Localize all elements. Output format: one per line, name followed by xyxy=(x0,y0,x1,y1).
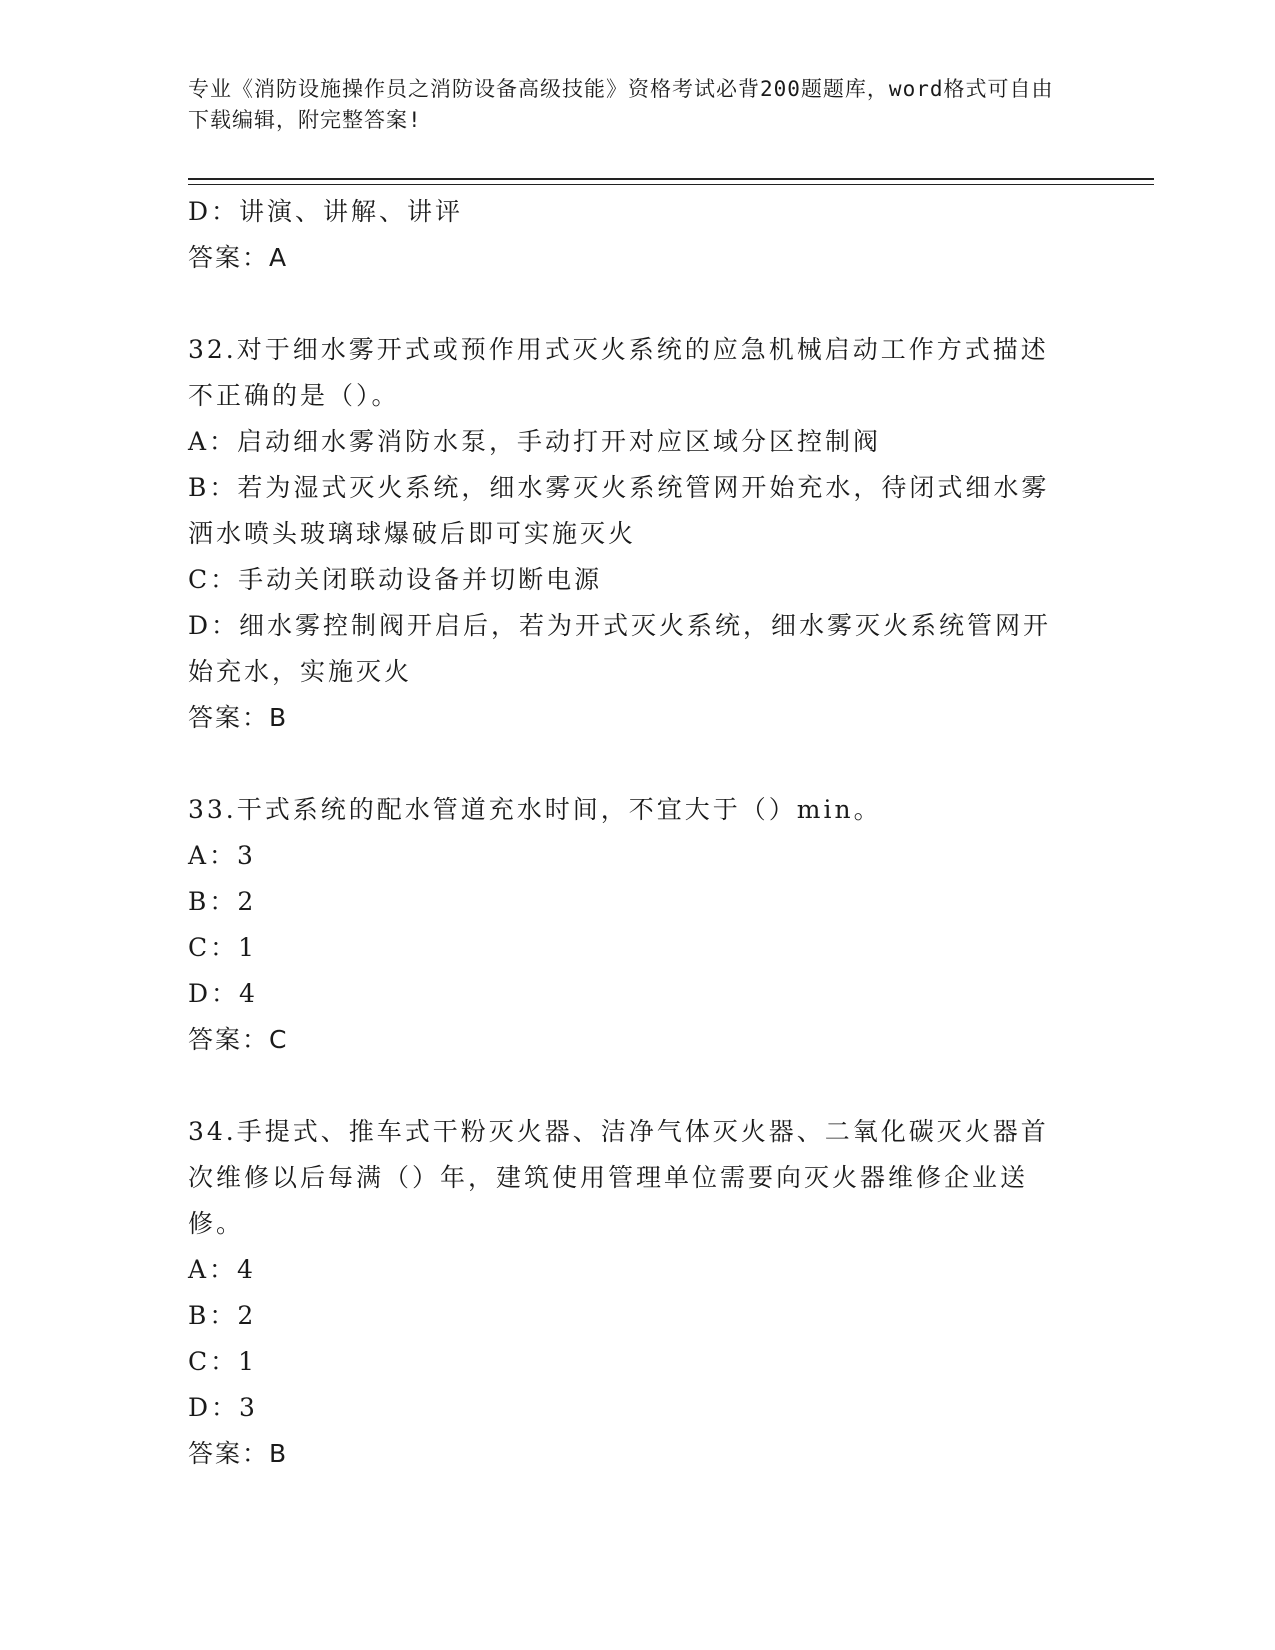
option-b: 洒水喷头玻璃球爆破后即可实施灭火 xyxy=(188,519,637,548)
option-d: D：4 xyxy=(188,979,258,1008)
option-d: D：3 xyxy=(188,1393,258,1422)
option-c: C：1 xyxy=(188,933,258,962)
option-b: B：2 xyxy=(188,1301,257,1330)
answer-line: 答案：A xyxy=(188,243,289,272)
question-block xyxy=(188,327,1088,741)
option-b: B：若为湿式灭火系统，细水雾灭火系统管网开始充水，待闭式细水雾 xyxy=(188,473,1050,502)
option-d: D：细水雾控制阀开启后，若为开式灭火系统，细水雾灭火系统管网开 xyxy=(188,611,1052,640)
option-d: D：讲演、讲解、讲评 xyxy=(188,197,464,226)
question-block xyxy=(188,1109,1088,1477)
header-rule-thick xyxy=(188,178,1154,180)
question-stem: 不正确的是（）。 xyxy=(188,381,400,410)
option-d: 始充水，实施灭火 xyxy=(188,657,413,686)
option-b: B：2 xyxy=(188,887,257,916)
question-stem: 次维修以后每满（）年，建筑使用管理单位需要向灭火器维修企业送 xyxy=(188,1163,1029,1192)
question-block xyxy=(188,787,1088,1063)
question-content xyxy=(188,189,1088,1477)
document-header: 专业《消防设施操作员之消防设备高级技能》资格考试必背200题题库，word格式可自由下载编辑，附完整答案! xyxy=(188,77,1054,132)
question-stem: 32.对于细水雾开式或预作用式灭火系统的应急机械启动工作方式描述 xyxy=(188,335,1049,364)
question-stem: 修。 xyxy=(188,1209,245,1238)
option-a: A：3 xyxy=(188,841,256,870)
answer-line: 答案：B xyxy=(188,1439,289,1468)
header-rule-thin xyxy=(188,184,1154,185)
answer-line: 答案：B xyxy=(188,703,289,732)
option-a: A：4 xyxy=(188,1255,256,1284)
spacer xyxy=(188,281,1088,327)
spacer xyxy=(188,1063,1088,1109)
question-stem: 34.手提式、推车式干粉灭火器、洁净气体灭火器、二氧化碳灭火器首 xyxy=(188,1117,1049,1146)
spacer xyxy=(188,741,1088,787)
option-c: C：1 xyxy=(188,1347,258,1376)
question-stem: 33.干式系统的配水管道充水时间，不宜大于（）min。 xyxy=(188,795,882,824)
option-a: A：启动细水雾消防水泵，手动打开对应区域分区控制阀 xyxy=(188,427,882,456)
option-c: C：手动关闭联动设备并切断电源 xyxy=(188,565,603,594)
answer-line: 答案：C xyxy=(188,1025,289,1054)
